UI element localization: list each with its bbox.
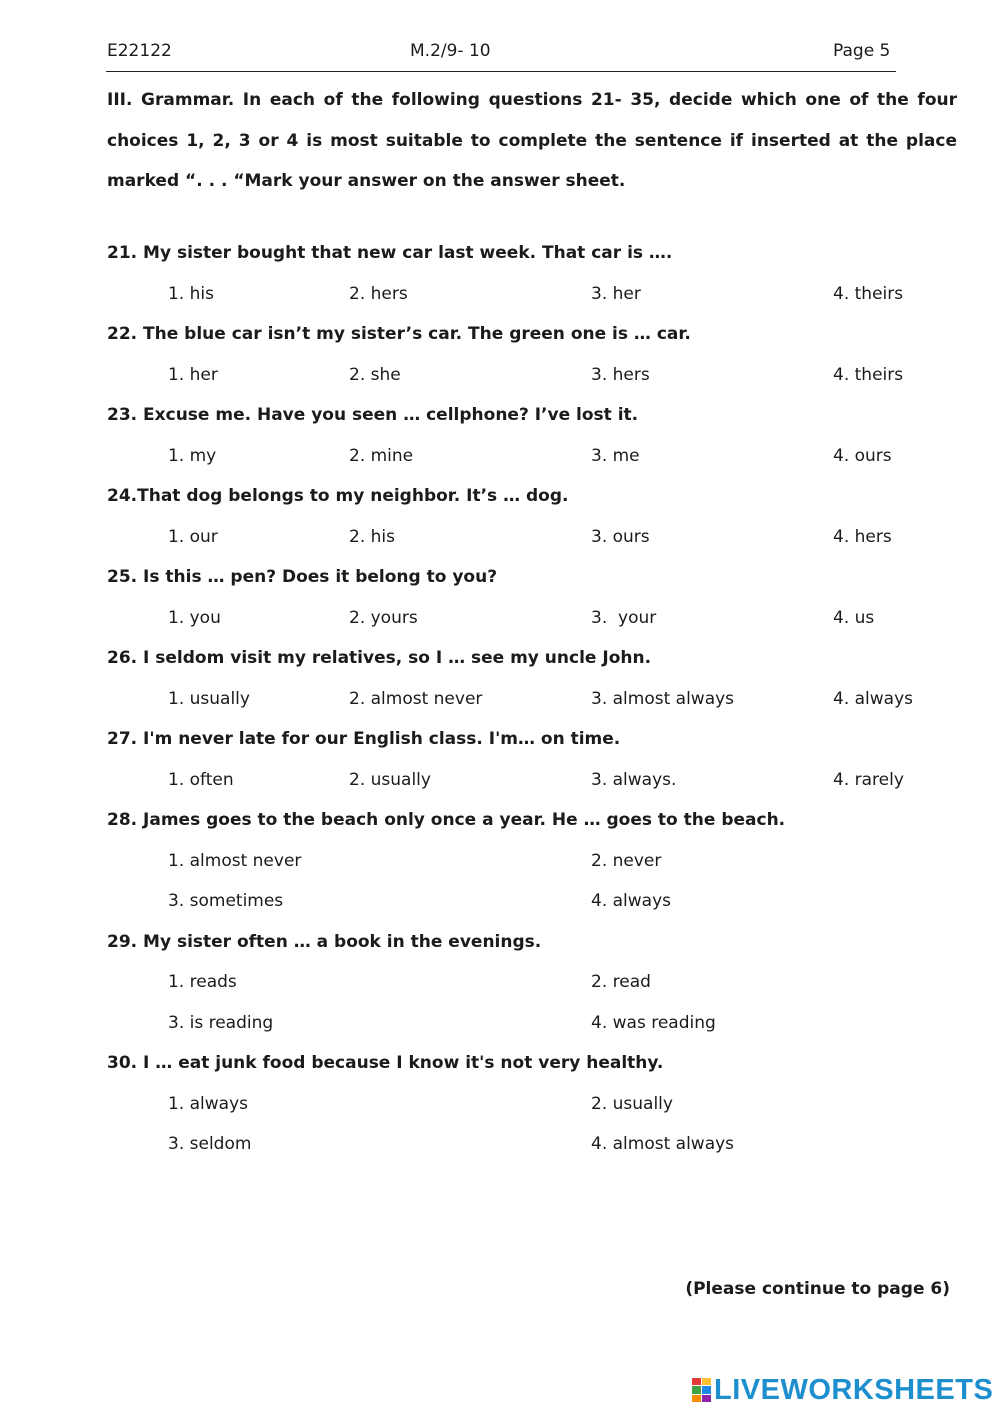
q27-option-3: 3. always. xyxy=(591,770,677,790)
q25-option-2: 2. yours xyxy=(349,608,418,628)
page-number: Page 5 xyxy=(833,41,891,61)
q26-option-1: 1. usually xyxy=(168,689,250,709)
q22-option-1: 1. her xyxy=(168,365,218,385)
q27-option-2: 2. usually xyxy=(349,770,431,790)
q26-option-2: 2. almost never xyxy=(349,689,483,709)
continue-note: (Please continue to page 6) xyxy=(685,1279,950,1299)
section-instructions: III. Grammar. In each of the following questions 21- 35, decide which one of the four choices 1, 2, 3 or 4 is most suitable to complete the sentence if inserted at the place marked “. . . “Mark your answer on the answer sheet. xyxy=(107,90,957,191)
q28-option-4: 4. always xyxy=(591,891,672,911)
question-27: 27. I'm never late for our English class. I'm… on time. xyxy=(107,729,621,749)
q26-option-4: 4. always xyxy=(833,689,914,709)
q21-option-4: 4. theirs xyxy=(833,284,904,304)
q30-option-2: 2. usually xyxy=(591,1094,673,1114)
header-divider xyxy=(106,71,896,72)
q24-option-3: 3. ours xyxy=(591,527,650,547)
q25-option-4: 4. us xyxy=(833,608,875,628)
q21-option-3: 3. her xyxy=(591,284,641,304)
q30-option-3: 3. seldom xyxy=(168,1134,252,1154)
q21-option-1: 1. his xyxy=(168,284,214,304)
q29-option-1: 1. reads xyxy=(168,972,237,992)
q23-option-3: 3. me xyxy=(591,446,640,466)
q26-option-3: 3. almost always xyxy=(591,689,735,709)
q29-option-2: 2. read xyxy=(591,972,651,992)
q23-option-2: 2. mine xyxy=(349,446,414,466)
q30-option-1: 1. always xyxy=(168,1094,249,1114)
q28-option-3: 3. sometimes xyxy=(168,891,284,911)
question-29: 29. My sister often … a book in the evenings. xyxy=(107,932,542,952)
q28-option-1: 1. almost never xyxy=(168,851,302,871)
q23-option-4: 4. ours xyxy=(833,446,892,466)
q24-option-4: 4. hers xyxy=(833,527,892,547)
q22-option-4: 4. theirs xyxy=(833,365,904,385)
q21-option-2: 2. hers xyxy=(349,284,408,304)
q27-option-4: 4. rarely xyxy=(833,770,904,790)
class-label: M.2/9- 10 xyxy=(410,41,491,61)
q22-option-2: 2. she xyxy=(349,365,401,385)
question-25: 25. Is this … pen? Does it belong to you? xyxy=(107,567,498,587)
q22-option-3: 3. hers xyxy=(591,365,650,385)
q29-option-4: 4. was reading xyxy=(591,1013,716,1033)
question-30: 30. I … eat junk food because I know it's not very healthy. xyxy=(107,1053,664,1073)
q29-option-3: 3. is reading xyxy=(168,1013,274,1033)
q24-option-1: 1. our xyxy=(168,527,218,547)
q30-option-4: 4. almost always xyxy=(591,1134,735,1154)
question-24: 24.That dog belongs to my neighbor. It’s … dog. xyxy=(107,486,569,506)
q24-option-2: 2. his xyxy=(349,527,395,547)
question-21: 21. My sister bought that new car last week. That car is …. xyxy=(107,243,673,263)
q25-option-3: 3. your xyxy=(591,608,657,628)
exam-code: E22122 xyxy=(107,41,172,61)
question-22: 22. The blue car isn’t my sister’s car. The green one is … car. xyxy=(107,324,691,344)
liveworksheets-logo-text: LIVEWORKSHEETS xyxy=(714,1373,994,1406)
q28-option-2: 2. never xyxy=(591,851,662,871)
q25-option-1: 1. you xyxy=(168,608,221,628)
q23-option-1: 1. my xyxy=(168,446,217,466)
liveworksheets-logo-icon xyxy=(692,1378,711,1402)
question-28: 28. James goes to the beach only once a year. He … goes to the beach. xyxy=(107,810,786,830)
liveworksheets-logo[interactable] xyxy=(692,1375,993,1405)
question-23: 23. Excuse me. Have you seen … cellphone? I’ve lost it. xyxy=(107,405,639,425)
question-26: 26. I seldom visit my relatives, so I … see my uncle John. xyxy=(107,648,652,668)
q27-option-1: 1. often xyxy=(168,770,234,790)
